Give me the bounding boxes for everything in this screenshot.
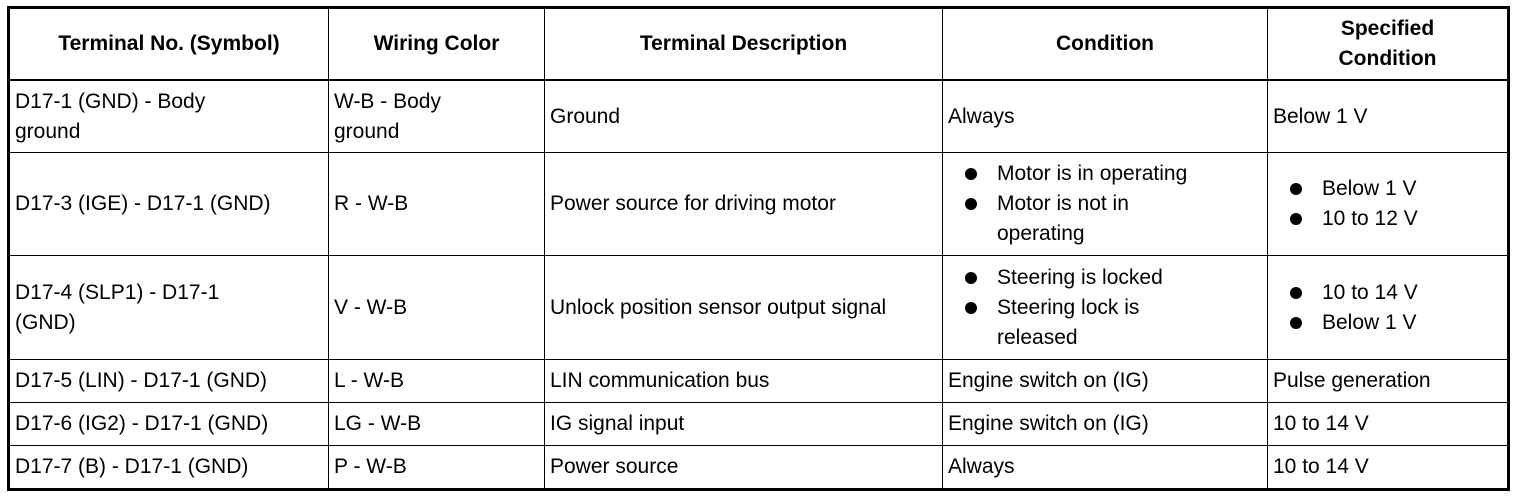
table-row: [9, 360, 1509, 403]
description-cell: Unlock position sensor output signal: [545, 256, 943, 360]
list-item: [948, 159, 1262, 189]
terminal-cell: D17-3 (IGE) - D17-1 (GND): [9, 153, 329, 256]
bullet-icon: [1290, 287, 1302, 299]
list-item: [1273, 278, 1502, 308]
header-specified-condition-label: Specified Condition: [1338, 17, 1437, 70]
bullet-icon: [965, 272, 977, 284]
wiring-cell: L - W-B: [329, 360, 545, 403]
terminal-cell: D17-7 (B) - D17-1 (GND): [9, 446, 329, 490]
terminal-table-container: [7, 6, 1507, 491]
condition-cell: Always: [943, 446, 1268, 490]
terminal-cell: D17-6 (IG2) - D17-1 (GND): [9, 403, 329, 446]
condition-cell: Engine switch on (IG): [943, 403, 1268, 446]
list-item: [1273, 174, 1502, 204]
specified-text: 10 to 14 V: [1322, 280, 1418, 304]
condition-text: Motor is in operating: [997, 162, 1188, 185]
condition-text: Steering is locked: [997, 265, 1163, 289]
wiring-cell: V - W-B: [329, 256, 545, 360]
wiring-cell: R - W-B: [329, 153, 545, 256]
header-wiring-color: Wiring Color: [329, 8, 545, 81]
header-row: [9, 8, 1509, 81]
description-cell: IG signal input: [545, 403, 943, 446]
bullet-icon: [965, 302, 977, 314]
specified-cell: Below 1 V: [1268, 80, 1509, 153]
bullet-icon: [1290, 213, 1302, 225]
header-terminal-description: Terminal Description: [545, 8, 943, 81]
list-item: [1273, 308, 1502, 338]
terminal-table: [7, 6, 1510, 491]
wiring-cell: P - W-B: [329, 446, 545, 490]
terminal-cell: D17-5 (LIN) - D17-1 (GND): [9, 360, 329, 403]
bullet-icon: [1290, 183, 1302, 195]
specified-text: Below 1 V: [1322, 310, 1417, 334]
specified-text: 10 to 12 V: [1322, 207, 1418, 230]
table-row: [9, 153, 1509, 256]
header-condition: Condition: [943, 8, 1268, 81]
table-row: [9, 80, 1509, 153]
description-cell: LIN communication bus: [545, 360, 943, 403]
description-cell: Power source for driving motor: [545, 153, 943, 256]
table-row: [9, 403, 1509, 446]
list-item: [948, 189, 1262, 249]
condition-list: [948, 159, 1262, 249]
terminal-cell: D17-4 (SLP1) - D17-1 (GND): [9, 256, 329, 360]
condition-cell: [943, 153, 1268, 256]
list-item: [1273, 204, 1502, 234]
specified-cell: 10 to 14 V: [1268, 446, 1509, 490]
specified-text: Below 1 V: [1322, 177, 1417, 200]
bullet-icon: [1290, 317, 1302, 329]
description-cell: Ground: [545, 80, 943, 153]
table-row: [9, 256, 1509, 360]
specified-cell: Pulse generation: [1268, 360, 1509, 403]
bullet-icon: [965, 198, 977, 210]
specified-cell: [1268, 153, 1509, 256]
condition-cell: [943, 256, 1268, 360]
condition-cell: Engine switch on (IG): [943, 360, 1268, 403]
wiring-cell: W-B - Body ground: [329, 80, 545, 153]
condition-text: Steering lock is released: [997, 295, 1140, 349]
list-item: [948, 293, 1262, 353]
specified-list: [1273, 278, 1502, 338]
condition-list: [948, 263, 1262, 353]
bullet-icon: [965, 168, 977, 180]
specified-cell: [1268, 256, 1509, 360]
description-cell: Power source: [545, 446, 943, 490]
header-terminal: Terminal No. (Symbol): [9, 8, 329, 81]
wiring-cell: LG - W-B: [329, 403, 545, 446]
list-item: [948, 263, 1262, 293]
specified-list: [1273, 174, 1502, 234]
condition-text: Motor is not in operating: [997, 192, 1129, 245]
specified-cell: 10 to 14 V: [1268, 403, 1509, 446]
terminal-cell: D17-1 (GND) - Body ground: [9, 80, 329, 153]
header-specified-condition: [1268, 8, 1509, 81]
condition-cell: Always: [943, 80, 1268, 153]
table-row: [9, 446, 1509, 490]
